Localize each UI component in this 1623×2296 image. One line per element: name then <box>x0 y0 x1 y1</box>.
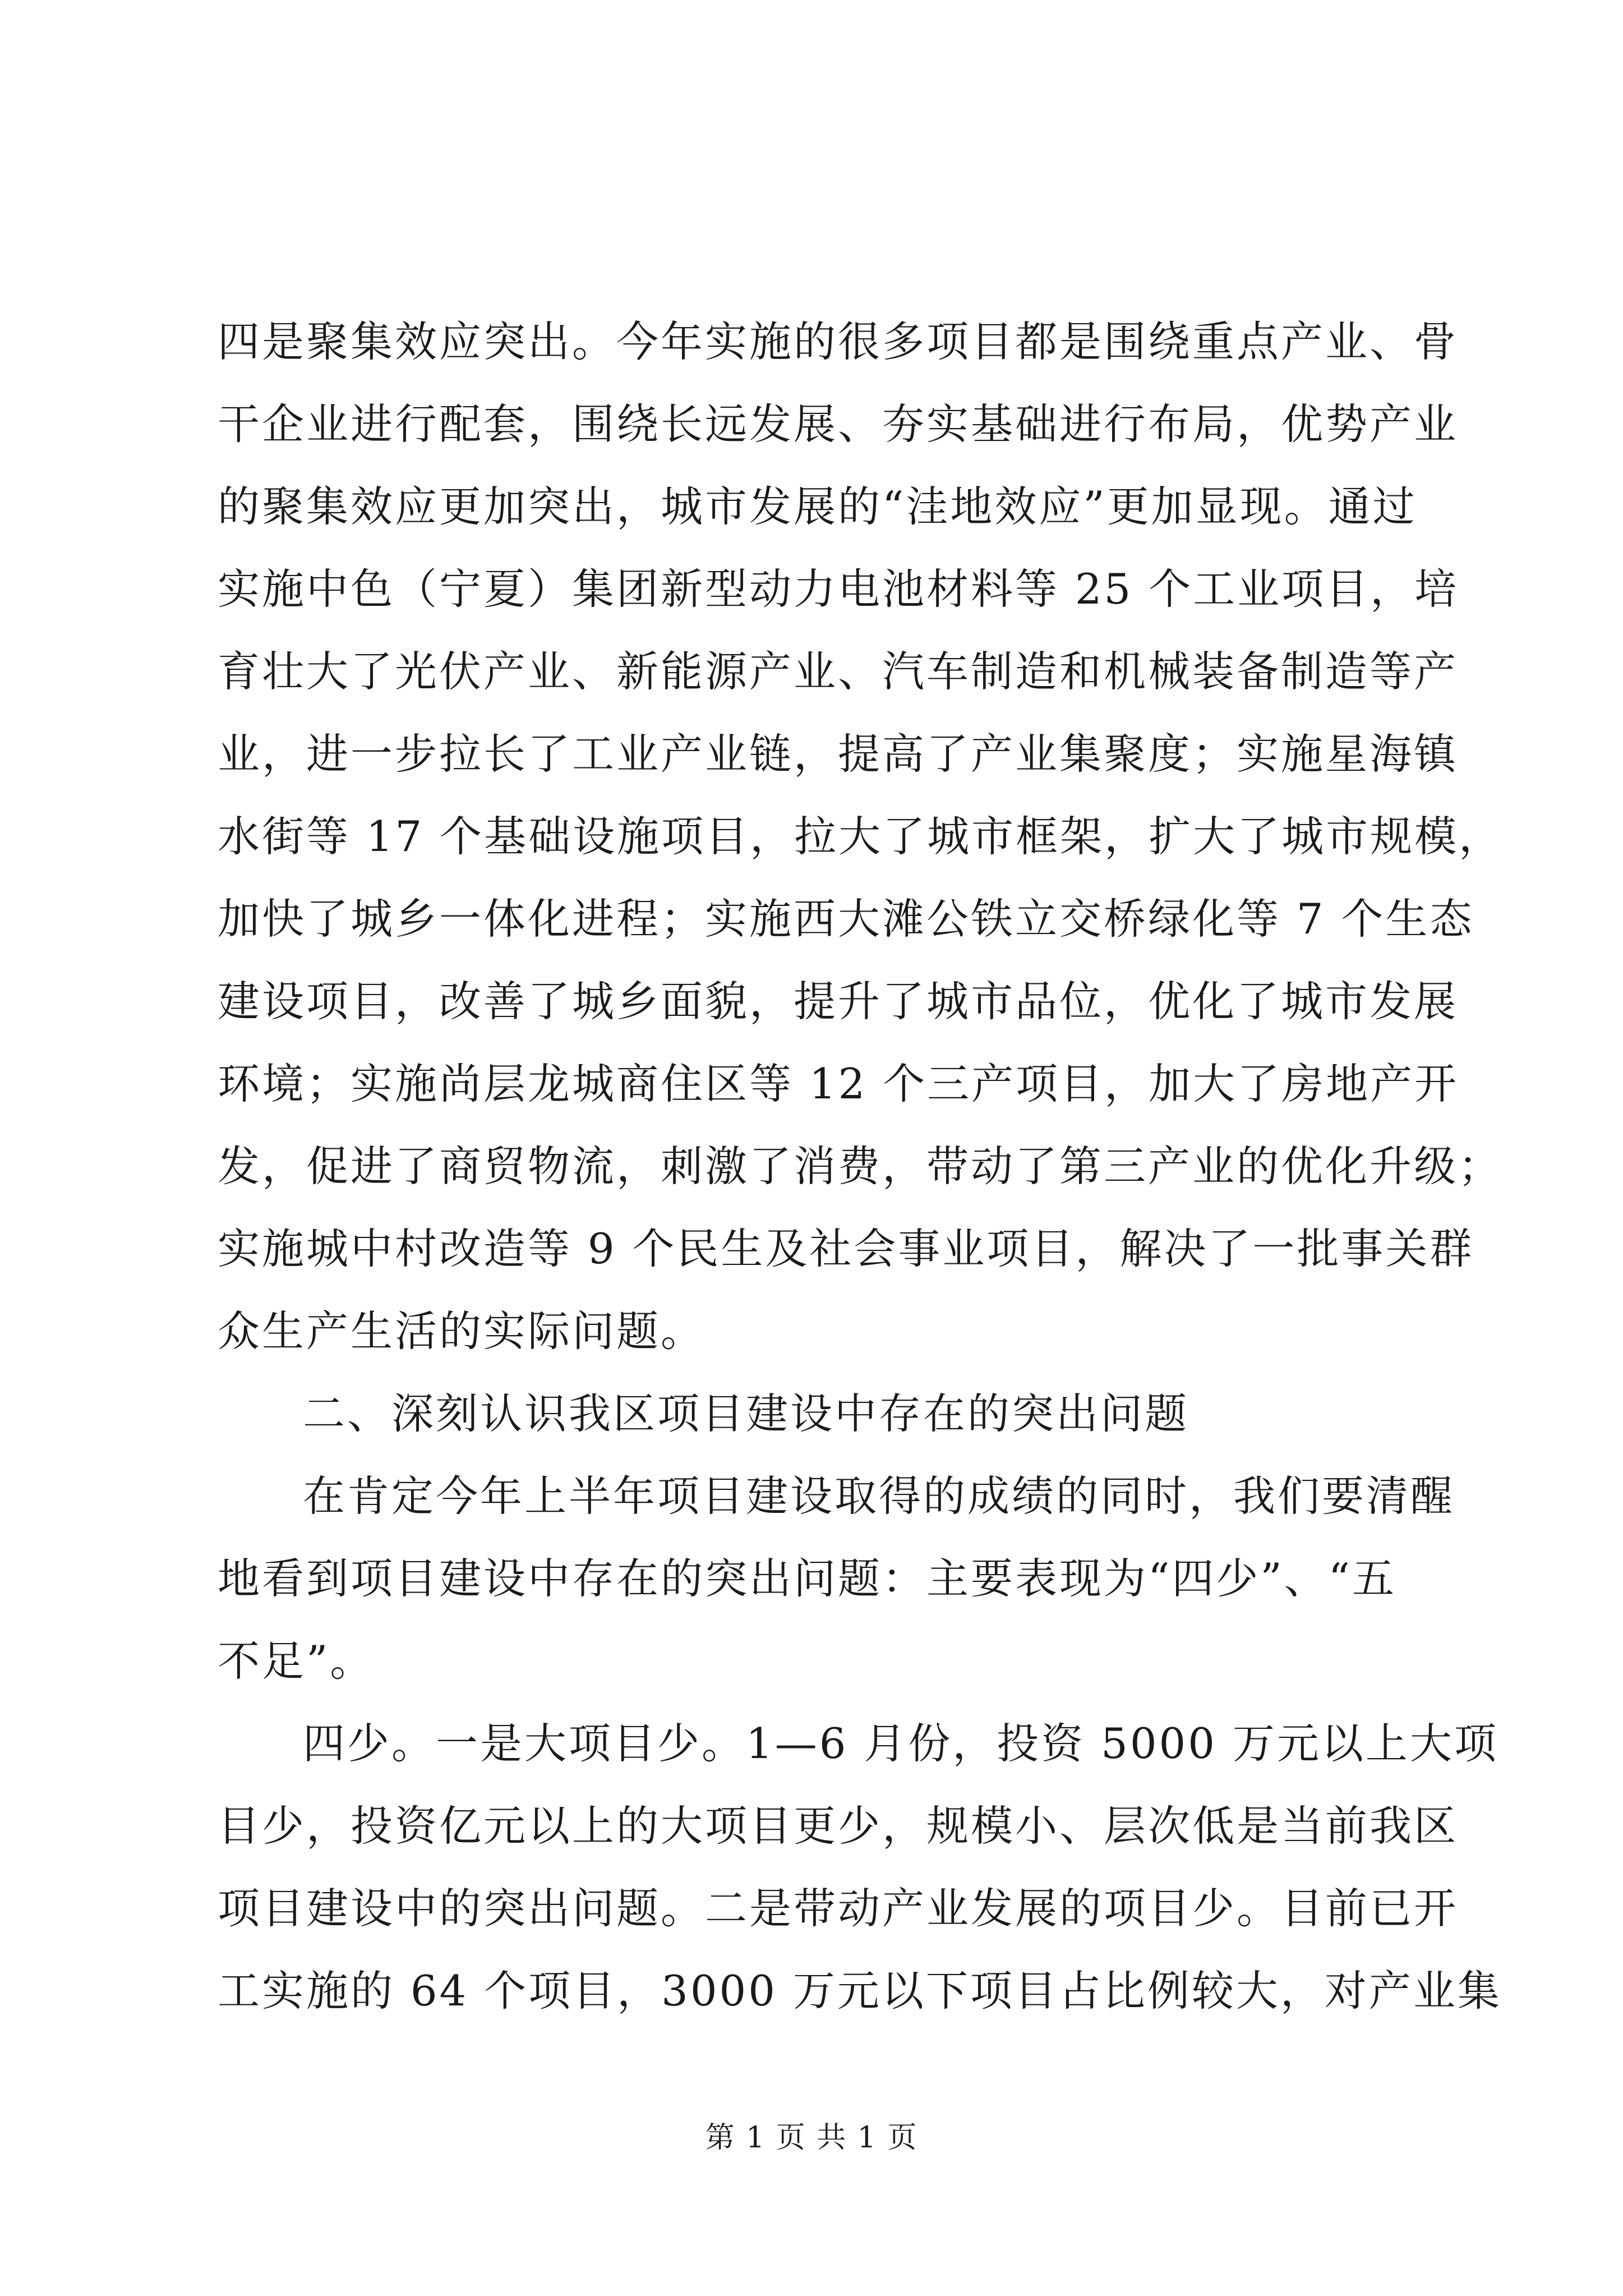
text-line: 的聚集效应更加突出，城市发展的“洼地效应”更加显现。通过 <box>218 482 1417 531</box>
text-line: 加快了城乡一体化进程；实施西大滩公铁立交桥绿化等 7 个生态 <box>218 894 1474 944</box>
page-footer: 第 1 页 共 1 页 <box>705 2121 918 2155</box>
section-heading: 二、深刻认识我区项目建设中存在的突出问题 <box>303 1389 1189 1438</box>
text-line: 目少，投资亿元以上的大项目更少，规模小、层次低是当前我区 <box>218 1801 1459 1851</box>
text-line: 项目建设中的突出问题。二是带动产业发展的项目少。目前已开 <box>218 1884 1459 1933</box>
text-line: 水街等 17 个基础设施项目，拉大了城市框架，扩大了城市规模， <box>218 812 1504 861</box>
paragraph-start-line: 四少。一是大项目少。1—6 月份，投资 5000 万元以上大项 <box>303 1719 1498 1768</box>
text-line: 工实施的 64 个项目，3000 万元以下项目占比例较大，对产业集 <box>218 1966 1502 2016</box>
text-line: 实施城中村改造等 9 个民生及社会事业项目，解决了一批事关群 <box>218 1224 1474 1273</box>
text-line: 地看到项目建设中存在的突出问题：主要表现为“四少”、“五 <box>218 1554 1397 1603</box>
text-line: 不足”。 <box>218 1636 375 1686</box>
document-body <box>218 301 1504 2032</box>
text-line: 干企业进行配套，围绕长远发展、夯实基础进行布局，优势产业 <box>218 399 1459 449</box>
text-line: 建设项目，改善了城乡面貌，提升了城市品位，优化了城市发展 <box>218 977 1459 1026</box>
text-line: 业，进一步拉长了工业产业链，提高了产业集聚度；实施星海镇 <box>218 729 1459 779</box>
text-line: 环境；实施尚层龙城商住区等 12 个三产项目，加大了房地产开 <box>218 1059 1459 1108</box>
text-line: 育壮大了光伏产业、新能源产业、汽车制造和机械装备制造等产 <box>218 647 1459 696</box>
text-line: 实施中色（宁夏）集团新型动力电池材料等 25 个工业项目，培 <box>218 564 1459 614</box>
paragraph-start-line: 在肯定今年上半年项目建设取得的成绩的同时，我们要清醒 <box>303 1471 1455 1521</box>
text-line: 四是聚集效应突出。今年实施的很多项目都是围绕重点产业、骨 <box>218 317 1459 366</box>
text-line: 众生产生活的实际问题。 <box>218 1306 706 1356</box>
text-line: 发，促进了商贸物流，刺激了消费，带动了第三产业的优化升级； <box>218 1142 1503 1191</box>
